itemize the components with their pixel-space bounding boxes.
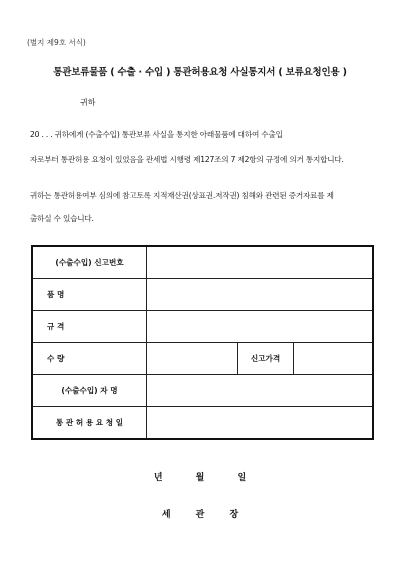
item-name-text: 품 명 bbox=[47, 290, 65, 299]
spec-field[interactable] bbox=[147, 311, 374, 343]
declared-price-field[interactable] bbox=[294, 343, 374, 375]
paragraph1-line1: 20 . . . 귀하에게 (수출수입) 통관보류 사실을 통지한 아래물품에 대하여 수출입 bbox=[30, 130, 283, 139]
request-date-label: 통 관 허 용 요 청 일 bbox=[32, 407, 147, 440]
table-row bbox=[32, 407, 373, 440]
table-row bbox=[32, 311, 373, 343]
request-date-field[interactable] bbox=[147, 407, 374, 440]
item-name-field[interactable] bbox=[147, 279, 374, 311]
table-row bbox=[32, 343, 373, 375]
declaration-number-label: (수출수입) 신고번호 bbox=[32, 246, 147, 279]
customs-office-signature: 세 관 장 bbox=[161, 510, 239, 520]
quantity-text: 수 량 bbox=[47, 354, 65, 363]
addressee: 귀하 bbox=[80, 98, 96, 107]
paragraph2-line2: 출하실 수 있습니다. bbox=[30, 214, 94, 223]
spec-text: 규 격 bbox=[47, 322, 65, 331]
goods-info-table bbox=[31, 245, 374, 440]
quantity-field[interactable] bbox=[147, 343, 238, 375]
table-row bbox=[32, 375, 373, 407]
declaration-number-field[interactable] bbox=[147, 246, 374, 279]
document-title: 통관보류물품 ( 수출 · 수입 ) 통관허용요청 사실통지서 ( 보류요청인용 ) bbox=[53, 67, 347, 78]
item-name-label bbox=[32, 279, 147, 311]
declared-price-label: 신고가격 bbox=[238, 343, 294, 375]
table-row bbox=[32, 279, 373, 311]
quantity-label bbox=[32, 343, 147, 375]
paragraph2-line1: 귀하는 통관허용여부 심의에 참고토록 지적재산권(상표권.저작권) 침해와 관련된 증거자료를 제 bbox=[30, 191, 334, 200]
paragraph1-line2: 자로부터 통관허용 요청이 있었음을 관세법 시행령 제127조의 7 제2항의 규정에 의거 통지합니다. bbox=[30, 155, 344, 164]
form-number: (별지 제9호 서식) bbox=[27, 38, 86, 47]
spec-label bbox=[32, 311, 147, 343]
declarant-field[interactable] bbox=[147, 375, 374, 407]
declarant-label: (수출수입) 자 명 bbox=[32, 375, 147, 407]
date-line: 년 월 일 bbox=[153, 473, 247, 483]
table-row bbox=[32, 246, 373, 279]
